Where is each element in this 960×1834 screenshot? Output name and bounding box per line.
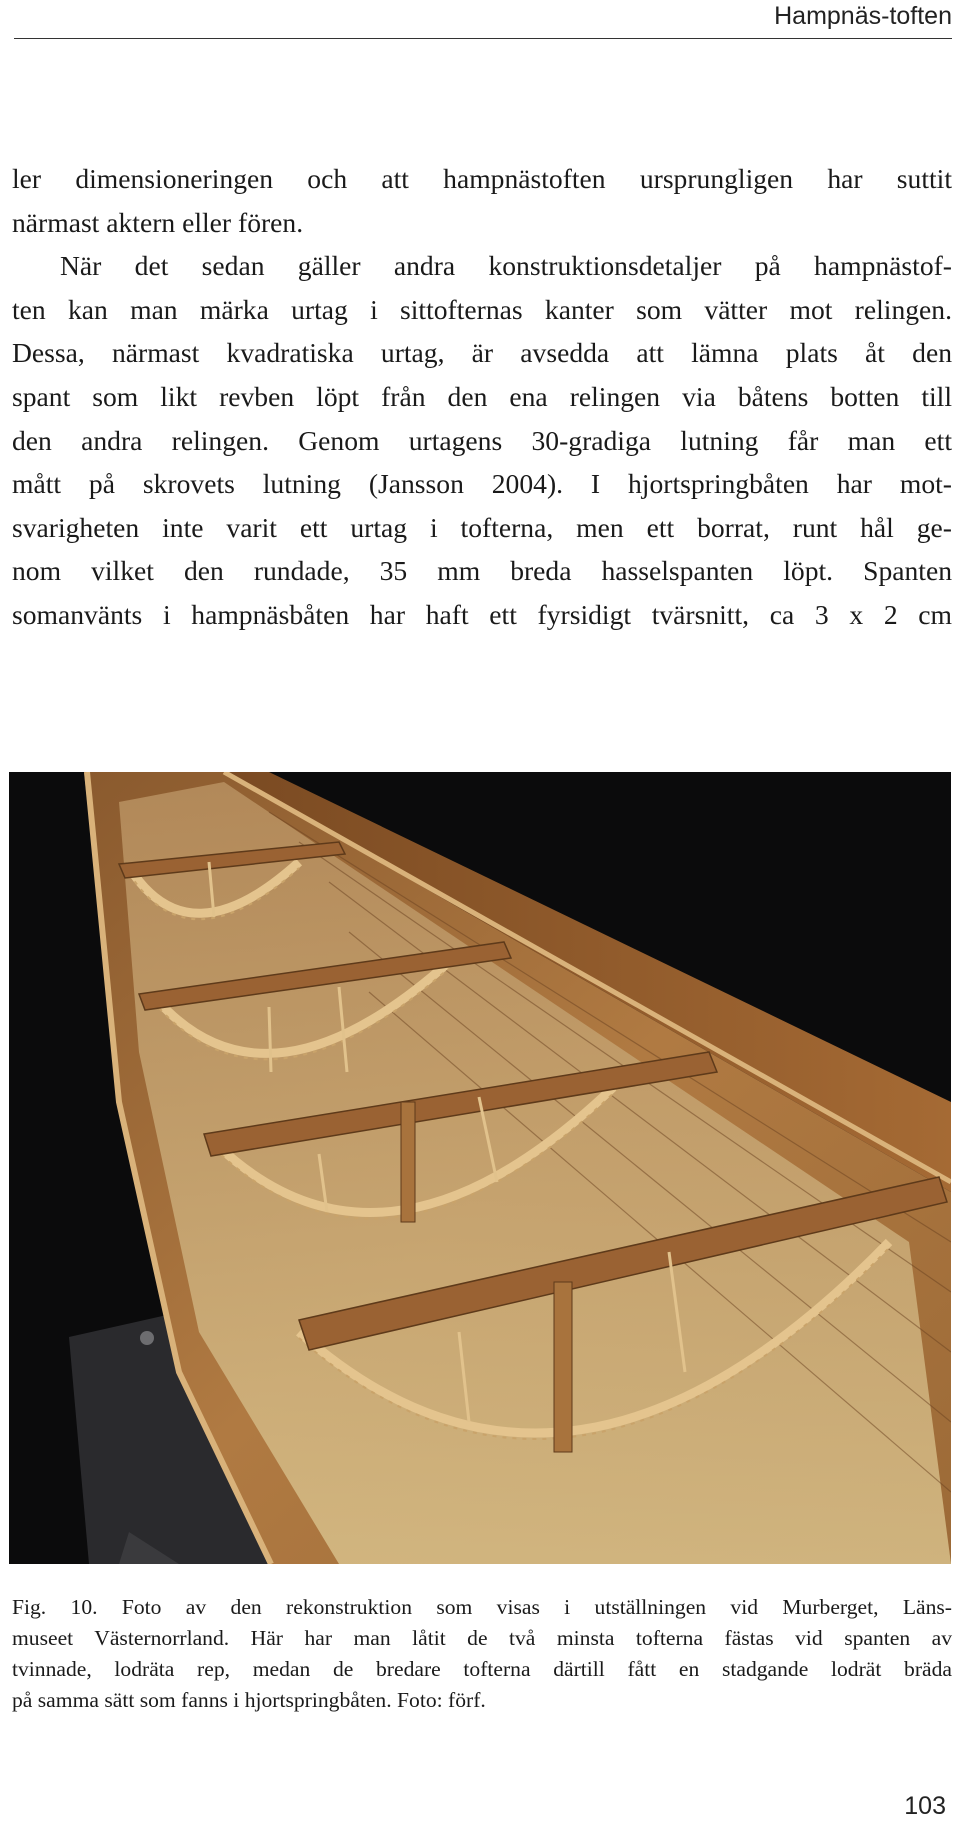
caption-line: Fig. 10. Foto av den rekonstruktion som visas i utställningen vid Murberget, Läns- xyxy=(12,1595,952,1619)
body-line: ler dimensioneringen och att hampnästoften ursprungligen har suttit xyxy=(12,163,952,194)
figure-photo xyxy=(9,772,951,1564)
page-number: 103 xyxy=(904,1792,946,1820)
body-line: den andra relingen. Genom urtagens 30-gradiga lutning får man ett xyxy=(12,424,952,456)
boat-reconstruction-photo xyxy=(9,772,951,1564)
caption-line: på samma sätt som fanns i hjortspringbåten. Foto: förf. xyxy=(12,1688,486,1712)
caption-line: museet Västernorrland. Här har man låtit de två minsta tofterna fästas vid spanten av xyxy=(12,1626,952,1650)
body-line: När det sedan gäller andra konstruktionsdetaljer på hampnästof- xyxy=(60,250,952,282)
body-line: Dessa, närmast kvadratiska urtag, är avsedda att lämna plats åt den xyxy=(12,337,952,369)
body-line: närmast aktern eller fören. xyxy=(12,206,304,238)
body-line: mått på skrovets lutning (Jansson 2004). I hjortspringbåten har mot- xyxy=(12,468,952,500)
body-line: somanvänts i hampnäsbåten har haft ett fyrsidigt tvärsnitt, ca 3 x 2 cm xyxy=(12,598,952,630)
running-header-title: Hampnäs-toften xyxy=(774,2,952,30)
body-text xyxy=(12,157,952,637)
body-line: svarigheten inte varit ett urtag i tofterna, men ett borrat, runt hål ge- xyxy=(12,511,952,543)
figure-caption xyxy=(12,1592,952,1716)
caption-line: tvinnade, lodräta rep, medan de bredare tofterna därtill fått en stadgande lodrät bräda xyxy=(12,1657,952,1681)
body-line: ten kan man märka urtag i sittofternas kanter som vätter mot relingen. xyxy=(12,293,952,325)
body-line: nom vilket den rundade, 35 mm breda hasselspanten löpt. Spanten xyxy=(12,555,952,587)
running-header xyxy=(14,0,952,39)
body-line: spant som likt revben löpt från den ena relingen via båtens botten till xyxy=(12,380,952,412)
